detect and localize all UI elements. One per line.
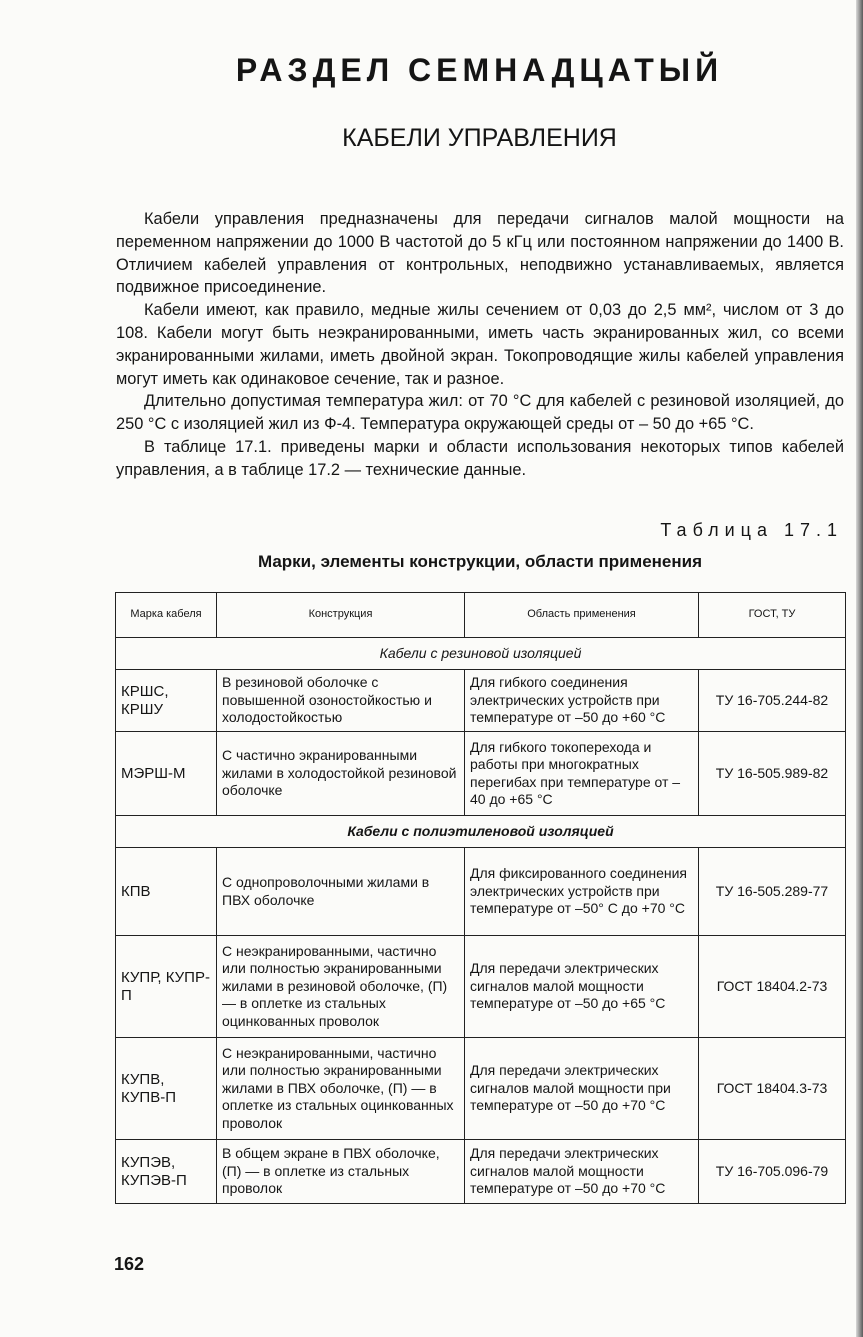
paragraph: Кабели управления предназначены для передачи сигналов малой мощности на переменном напряжении до 1000 В частотой до 5 кГц или постоянном напряжении до 1400 В. Отличием кабелей управления от контрольных, неподвижно устанавливаемых, является подвижное присоединение. [116,210,844,297]
page-number: 162 [114,1254,145,1274]
construction-cell: С однопроволочными жилами в ПВХ оболочке [217,848,465,936]
section-title-cell: Кабели с резиновой изоляцией [116,638,846,670]
body-text [116,208,844,482]
gost-cell: ТУ 16-705.244-82 [699,670,846,732]
gost-cell: ТУ 16-505.989-82 [699,732,846,816]
mark-cell: КУПВ, КУПВ-П [116,1038,217,1140]
application-cell: Для передачи электрических сигналов малой мощности температуре от –50 до +70 °С [465,1140,699,1204]
section-title-cell: Кабели с полиэтиленовой изоляцией [116,816,846,848]
table-row [116,670,846,732]
table-row [116,732,846,816]
table-label: Таблица 17.1 [660,520,843,540]
cable-table [115,592,846,1204]
table-section-row [116,816,846,848]
construction-cell: С частично экранированными жилами в холодостойкой резиновой оболочке [217,732,465,816]
column-header: Конструкция [217,593,465,638]
gost-cell: ГОСТ 18404.2-73 [699,936,846,1038]
mark-cell: КУПЭВ, КУПЭВ-П [116,1140,217,1204]
table-row [116,1038,846,1140]
mark-cell: МЭРШ-М [116,732,217,816]
gost-cell: ТУ 16-705.096-79 [699,1140,846,1204]
chapter-title: КАБЕЛИ УПРАВЛЕНИЯ [342,124,617,152]
paragraph: В таблице 17.1. приведены марки и области использования некоторых типов кабелей управления, а в таблице 17.2 — технические данные. [116,437,844,479]
column-header: Область применения [465,593,699,638]
paragraph: Кабели имеют, как правило, медные жилы сечением от 0,03 до 2,5 мм², числом от 3 до 108. Кабели могут быть неэкранированными, иметь часть экранированных жил, со всеми экранированными жилами, иметь двойной экран. Токопроводящие жилы кабелей управления могут иметь как одинаковое сечение, так и разное. [116,301,844,388]
table-header-row [116,593,846,638]
application-cell: Для фиксированного соединения электрических устройств при температуре от –50° С до +70 °С [465,848,699,936]
table-row [116,848,846,936]
construction-cell: С неэкранированными, частично или полностью экранированными жилами в резиновой оболочке, (П) — в оплетке из стальных оцинкованных проволок [217,936,465,1038]
application-cell: Для передачи электрических сигналов малой мощности при температуре от –50 до +70 °С [465,1038,699,1140]
table-row [116,936,846,1038]
section-title: РАЗДЕЛ СЕМНАДЦАТЫЙ [235,52,724,88]
mark-cell: КРШС, КРШУ [116,670,217,732]
mark-cell: КПВ [116,848,217,936]
construction-cell: В общем экране в ПВХ оболочке, (П) — в оплетке из стальных проволок [217,1140,465,1204]
construction-cell: В резиновой оболочке с повышенной озоностойкостью и холодостойкостью [217,670,465,732]
application-cell: Для передачи электрических сигналов малой мощности температуре от –50 до +65 °С [465,936,699,1038]
table-section-row [116,638,846,670]
gost-cell: ТУ 16-505.289-77 [699,848,846,936]
mark-cell: КУПР, КУПР-П [116,936,217,1038]
paragraph: Длительно допустимая температура жил: от 70 °С для кабелей с резиновой изоляцией, до 250 °С с изоляцией жил из Ф-4. Температура окружающей среды от – 50 до +65 °С. [116,392,844,434]
gost-cell: ГОСТ 18404.3-73 [699,1038,846,1140]
table-row [116,1140,846,1204]
page-edge-shadow [856,0,863,1337]
application-cell: Для гибкого соединения электрических устройств при температуре от –50 до +60 °С [465,670,699,732]
table-caption: Марки, элементы конструкции, области применения [257,552,703,571]
column-header: ГОСТ, ТУ [699,593,846,638]
column-header: Марка кабеля [116,593,217,638]
construction-cell: С неэкранированными, частично или полностью экранированными жилами в ПВХ оболочке, (П) — в оплетке из стальных оцинкованных проволок [217,1038,465,1140]
application-cell: Для гибкого токоперехода и работы при многократных перегибах при температуре от –40 до +65 °С [465,732,699,816]
